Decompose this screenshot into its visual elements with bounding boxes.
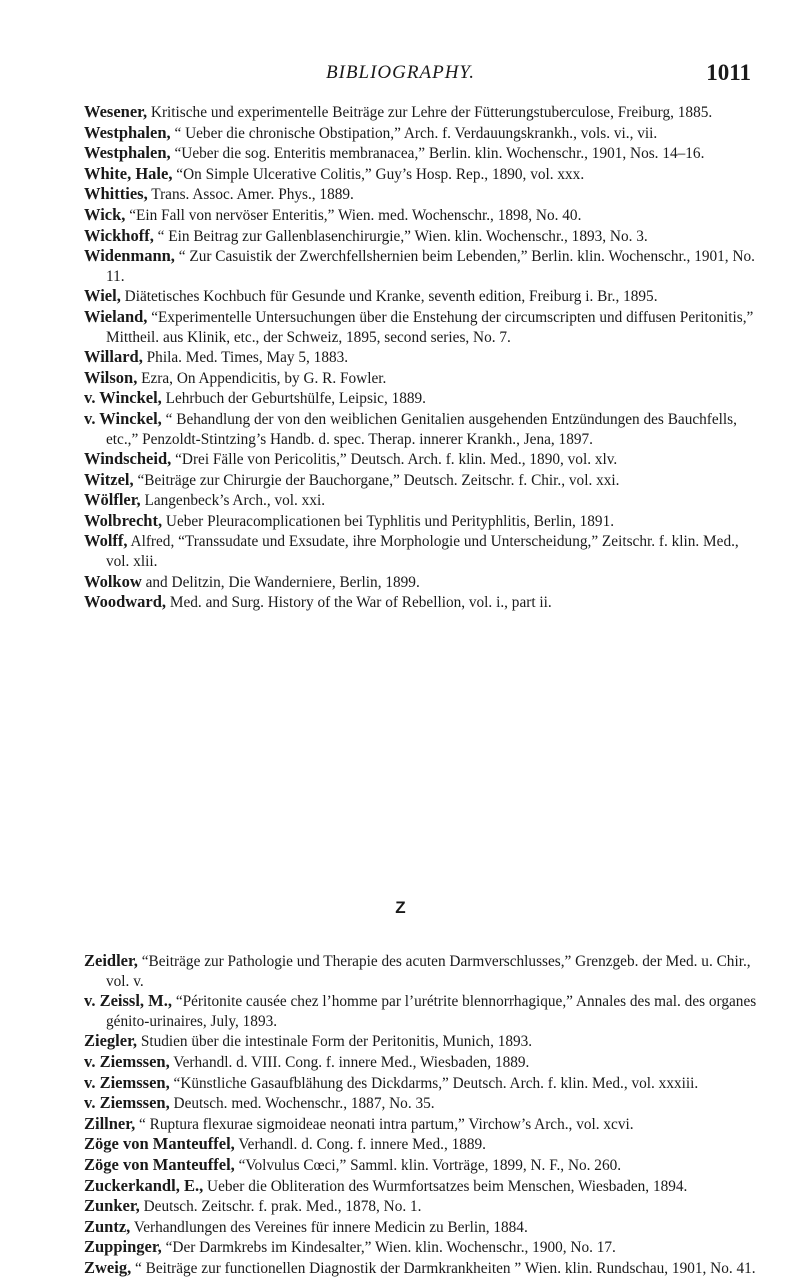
entry-citation: Verhandl. d. Cong. f. innere Med., 1889.: [234, 1136, 487, 1154]
entry-citation: Med. and Surg. History of the War of Rebellion, vol. i., part ii.: [166, 594, 552, 612]
bibliography-entry: [84, 1114, 764, 1135]
entry-author: Zunker,: [84, 1196, 140, 1216]
bibliography-entry: [84, 143, 764, 164]
entry-citation: “ Beiträge zur functionellen Diagnostik der Darmkrankheiten ” Wien. klin. Rundschau, 1901, No. 41.: [131, 1259, 756, 1277]
entry-citation: “ Ueber die chronische Obstipation,” Arch. f. Verdauungskrankh., vols. vi., vii.: [170, 124, 658, 142]
bibliography-entry: [84, 572, 764, 593]
bibliography-entry: [84, 531, 764, 571]
bibliography-entry: [84, 991, 764, 1031]
bibliography-entry: [84, 1258, 764, 1279]
bibliography-list-z: [84, 951, 764, 1279]
page-number: 1011: [706, 60, 751, 85]
bibliography-entry: [84, 951, 764, 991]
page-header: [0, 62, 801, 92]
bibliography-entry: [84, 1093, 764, 1114]
entry-author: Wölfler,: [84, 490, 141, 510]
entry-author: Zöge von Manteuffel,: [84, 1154, 235, 1174]
bibliography-entry: [84, 205, 764, 226]
entry-author: Willard,: [84, 347, 143, 367]
entry-author: Wesener,: [84, 102, 148, 121]
entry-citation: “On Simple Ulcerative Colitis,” Guy’s Hosp. Rep., 1890, vol. xxx.: [172, 165, 585, 183]
entry-citation: Phila. Med. Times, May 5, 1883.: [142, 349, 349, 367]
entry-citation: Ueber die Obliteration des Wurmfortsatzes beim Menschen, Wiesbaden, 1894.: [203, 1177, 688, 1195]
entry-author: Westphalen,: [84, 122, 171, 142]
entry-author: v. Winckel,: [84, 408, 162, 428]
bibliography-entry: [84, 164, 764, 185]
bibliography-entry: [84, 368, 764, 389]
entry-citation: “Beiträge zur Pathologie und Therapie des acuten Darmverschlusses,” Grenzgeb. der Med. u. Chir., vol. v.: [106, 953, 751, 990]
bibliography-entry: [84, 226, 764, 247]
entry-author: Ziegler,: [84, 1031, 138, 1051]
bibliography-entry: [84, 511, 764, 532]
entry-citation: Deutsch. Zeitschr. f. prak. Med., 1878, No. 1.: [139, 1198, 422, 1216]
entry-citation: “ Behandlung der von den weiblichen Genitalien ausgehenden Entzündungen des Bauchfells, etc.,” Penzoldt-Stintzing’s Handb. d. spec. Therap. innerer Krankh., Jena, 1897.: [106, 410, 737, 448]
bibliography-list-w: [84, 102, 764, 613]
entry-citation: Verhandl. d. VIII. Cong. f. innere Med., Wiesbaden, 1889.: [169, 1053, 530, 1071]
entry-citation: Lehrbuch der Geburtshülfe, Leipsic, 1889.: [161, 390, 427, 408]
entry-citation: “Ueber die sog. Enteritis membranacea,” Berlin. klin. Wochenschr., 1901, Nos. 14–16.: [170, 145, 705, 163]
entry-author: v. Zeissl, M.,: [84, 991, 173, 1011]
bibliography-entry: [84, 286, 764, 307]
bibliography-entry: [84, 1217, 764, 1238]
bibliography-entry: [84, 470, 764, 491]
entry-citation: Studien über die intestinale Form der Peritonitis, Munich, 1893.: [137, 1033, 533, 1051]
entry-author: v. Winckel,: [84, 388, 162, 408]
entry-author: Woodward,: [84, 592, 167, 612]
entry-citation: “Experimentelle Untersuchungen über die Enstehung der circumscripten und diffusen Peritonitis,” Mittheil. aus Klinik, etc., der Schweiz, 1895, second series, No. 7.: [106, 308, 754, 346]
entry-citation: Alfred, “Transsudate und Exsudate, ihre Morphologie und Unterscheidung,” Zeitschr. f. klin. Med., vol. xlii.: [106, 533, 739, 571]
entry-citation: Ezra, On Appendicitis, by G. R. Fowler.: [137, 369, 387, 387]
entry-author: Windscheid,: [84, 449, 172, 469]
entry-author: Widenmann,: [84, 246, 175, 266]
entry-citation: “Ein Fall von nervöser Enteritis,” Wien. med. Wochenschr., 1898, No. 40.: [125, 206, 582, 224]
bibliography-entry: [84, 1237, 764, 1258]
bibliography-entry: [84, 102, 764, 123]
entry-author: v. Ziemssen,: [84, 1072, 170, 1092]
entry-citation: Kritische und experimentelle Beiträge zur Lehre der Fütterungstuberculose, Freiburg, 1885.: [147, 104, 713, 121]
bibliography-entry: [84, 409, 764, 449]
entry-author: Wick,: [84, 204, 126, 224]
entry-author: Zeidler,: [84, 951, 138, 970]
bibliography-entry: [84, 184, 764, 205]
entry-author: Wolff,: [84, 531, 128, 551]
entry-citation: and Delitzin, Die Wanderniere, Berlin, 1899.: [141, 573, 420, 591]
bibliography-entry: [84, 246, 764, 286]
entry-citation: “Beiträge zur Chirurgie der Bauchorgane,” Deutsch. Zeitschr. f. Chir., vol. xxi.: [133, 471, 620, 489]
entry-citation: Verhandlungen des Vereines für innere Medicin zu Berlin, 1884.: [130, 1218, 528, 1236]
entry-author: Wilson,: [84, 367, 138, 387]
bibliography-entry: [84, 449, 764, 470]
entry-citation: “Der Darmkrebs im Kindesalter,” Wien. klin. Wochenschr., 1900, No. 17.: [161, 1239, 616, 1257]
entry-author: Zillner,: [84, 1113, 136, 1133]
entry-author: Wolbrecht,: [84, 510, 163, 530]
bibliography-entry: [84, 388, 764, 409]
entry-citation: “Drei Fälle von Pericolitis,” Deutsch. Arch. f. klin. Med., 1890, vol. xlv.: [171, 451, 618, 469]
entry-citation: “Volvulus Cœci,” Samml. klin. Vorträge, 1899, N. F., No. 260.: [234, 1156, 622, 1174]
entry-author: v. Ziemssen,: [84, 1051, 170, 1071]
entry-citation: Trans. Assoc. Amer. Phys., 1889.: [147, 186, 354, 204]
bibliography-entry: [84, 1052, 764, 1073]
entry-author: Westphalen,: [84, 143, 171, 163]
entry-author: Zweig,: [84, 1257, 132, 1277]
entry-citation: Deutsch. med. Wochenschr., 1887, No. 35.: [169, 1095, 435, 1113]
bibliography-entry: [84, 1134, 764, 1155]
bibliography-entry: [84, 123, 764, 144]
entry-citation: Diätetisches Kochbuch für Gesunde und Kranke, seventh edition, Freiburg i. Br., 1895.: [120, 288, 658, 306]
bibliography-entry: [84, 1031, 764, 1052]
entry-author: White, Hale,: [84, 163, 173, 183]
running-title: BIBLIOGRAPHY.: [326, 62, 475, 83]
entry-citation: Langenbeck’s Arch., vol. xxi.: [140, 492, 326, 510]
bibliography-entry: [84, 1155, 764, 1176]
entry-citation: “Künstliche Gasaufblähung des Dickdarms,” Deutsch. Arch. f. klin. Med., vol. xxxiii.: [169, 1074, 699, 1092]
entry-citation: “ Ruptura flexurae sigmoideae neonati intra partum,” Virchow’s Arch., vol. xcvi.: [135, 1115, 634, 1133]
entry-citation: “Péritonite causée chez l’homme par l’urétrite blennorrhagique,” Annales des mal. des organes génito-urinaires, July, 1893.: [106, 993, 757, 1030]
bibliography-entry: [84, 490, 764, 511]
entry-author: v. Ziemssen,: [84, 1093, 170, 1113]
bibliography-entry: [84, 1196, 764, 1217]
entry-citation: “ Ein Beitrag zur Gallenblasenchirurgie,” Wien. klin. Wochenschr., 1893, No. 3.: [153, 227, 648, 245]
entry-author: Zöge von Manteuffel,: [84, 1134, 235, 1154]
entry-author: Zuntz,: [84, 1216, 131, 1236]
entry-citation: “ Zur Casuistik der Zwerchfellshernien beim Lebenden,” Berlin. klin. Wochenschr., 1901, No. 11.: [106, 248, 755, 285]
section-letter-z: Z: [395, 898, 406, 917]
bibliography-entry: [84, 1176, 764, 1197]
entry-author: Zuppinger,: [84, 1237, 162, 1257]
entry-author: Whitties,: [84, 184, 148, 204]
entry-author: Wieland,: [84, 306, 148, 326]
bibliography-entry: [84, 307, 764, 347]
entry-author: Witzel,: [84, 469, 134, 489]
bibliography-entry: [84, 347, 764, 368]
entry-author: Wickhoff,: [84, 225, 154, 245]
bibliography-entry: [84, 1073, 764, 1094]
entry-author: Wolkow: [84, 571, 142, 591]
entry-citation: Ueber Pleuracomplicationen bei Typhlitis und Perityphlitis, Berlin, 1891.: [162, 512, 615, 530]
bibliography-entry: [84, 592, 764, 613]
entry-author: Wiel,: [84, 286, 121, 306]
entry-author: Zuckerkandl, E.,: [84, 1175, 204, 1195]
